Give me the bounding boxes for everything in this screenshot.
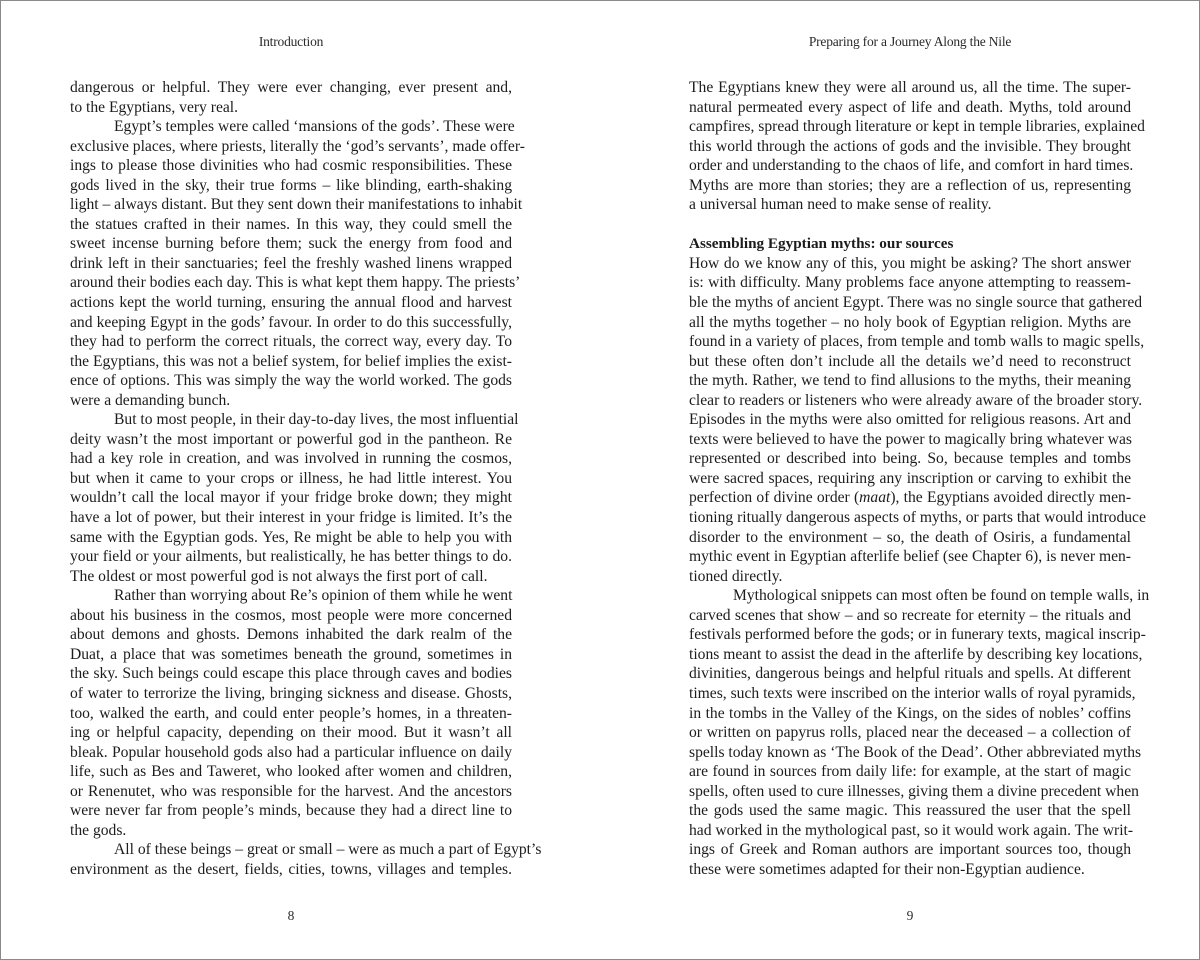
text-line: and keeping Egypt in the gods’ favour. In order to do this successfully, [70,313,512,331]
text-line: is: with difficulty. Many problems face anyone attempting to reassem- [689,274,1131,292]
text-line: ing or helpful capacity, depending on their mood. But it wasn’t all [70,724,512,742]
section-spacer [689,215,1131,235]
text-line: tioning ritually dangerous aspects of myths, or parts that would introduce [689,509,1146,527]
text-line: have a lot of power, but their interest in your fridge is limited. It’s the [70,509,512,527]
text-line: gods lived in the sky, their true forms – like blinding, earth-shaking [70,176,512,194]
text-line: about his business in the cosmos, most people were more concerned [70,606,512,624]
text-line: ble the myths of ancient Egypt. There was no single source that gathered [689,294,1143,312]
text-run: ), the Egyptians avoided directly men- [890,489,1132,507]
text-line: How do we know any of this, you might be asking? The short answer [689,254,1131,272]
text-line: the statues crafted in their names. In this way, they could smell the [70,215,512,233]
text-line: this world through the actions of gods and the invisible. They brought [689,137,1131,155]
text-line: were never far from people’s minds, because they had a direct line to [70,802,512,820]
text-line: had worked in the mythological past, so it would work again. The writ- [689,821,1134,839]
text-line: But to most people, in their day-to-day lives, the most influential [114,411,519,429]
text-line: the sky. Such beings could escape this place through caves and bodies [70,665,512,683]
text-line: drink left in their sanctuaries; feel the freshly washed linens wrapped [70,254,512,272]
text-line: represented or described into being. So, because temples and tombs [689,450,1131,468]
text-line: had a key role in creation, and was involved in running the cosmos, [70,450,512,468]
text-line: campfires, spread through literature or kept in temple libraries, explained [689,118,1145,136]
text-line: but when it came to your crops or illness, he had little interest. You [70,469,512,487]
text-line: light – always distant. But they sent down their manifestations to inhabit [70,196,523,214]
text-line: to the Egyptians, very real. [70,98,239,116]
text-line: the myth. Rather, we tend to find allusions to the myths, their meaning [689,372,1131,390]
text-line: The Egyptians knew they were all around us, all the time. The super- [689,79,1131,96]
section-heading: Assembling Egyptian myths: our sources [689,235,954,253]
text-line: Myths are more than stories; they are a reflection of us, representing [689,176,1131,194]
text-line: deity wasn’t the most important or powerful god in the pantheon. Re [70,430,512,448]
text-line: the gods. [70,821,127,839]
text-line: but these often don’t include all the details we’d need to reconstruct [689,352,1131,370]
text-line: ence of options. This was simply the way the world worked. The gods [70,372,512,390]
text-line: a universal human need to make sense of reality. [689,196,992,214]
text-line: the gods used the same magic. This reassured the user that the spell [689,802,1131,820]
left-page [70,1,542,959]
text-line: tions meant to assist the dead in the afterlife by describing key locations, [689,645,1143,663]
page-number-right: 9 [906,908,914,923]
text-line: of water to terrorize the living, bringing sickness and disease. Ghosts, [70,684,512,702]
text-line: ings to please those divinities who had cosmic responsibilities. These [70,157,512,175]
text-line: dangerous or helpful. They were ever changing, ever present and, [70,79,512,96]
text-line: Egypt’s temples were called ‘mansions of the gods’. These were [114,118,515,136]
text-line: order and understanding to the chaos of life, and comfort in hard times. [689,157,1134,175]
text-run: perfection of divine order ( [689,489,860,507]
text-line: were a demanding bunch. [70,391,231,409]
text-line: ings of Greek and Roman authors are important sources too, though [689,841,1131,859]
text-line: your field or your ailments, but realistically, he has better things to do. [70,548,512,566]
text-line: life, such as Bes and Taweret, who looked after women and children, [70,763,512,781]
text-line: all the myths together – no holy book of Egyptian religion. Myths are [689,313,1131,331]
text-line: actions kept the world turning, ensuring the annual flood and harvest [70,294,512,312]
text-line: clear to readers or listeners who were already aware of the broader story. [689,391,1143,409]
text-line: carved scenes that show – and so recreate for eternity – the rituals and [689,606,1131,624]
text-line: about demons and ghosts. Demons inhabited the dark realm of the [70,626,512,644]
text-line: tioned directly. [689,567,783,585]
text-line: Rather than worrying about Re’s opinion of them while he went [114,587,513,605]
text-line: in the tombs in the Valley of the Kings, on the sides of nobles’ coffins [689,704,1131,722]
text-line [689,488,1131,508]
text-line: were sacred spaces, requiring any inscription or carving to exhibit the [689,469,1131,487]
text-line: or written on papyrus rolls, placed near the deceased – a collection of [689,724,1131,742]
text-line: festivals performed before the gods; or in funerary texts, magical inscrip- [689,626,1146,644]
text-line: environment as the desert, fields, cities, towns, villages and temples. [70,860,512,878]
text-line: Episodes in the myths were also omitted for religious reasons. Art and [689,411,1131,429]
text-line: natural permeated every aspect of life and death. Myths, told around [689,98,1131,116]
text-line: texts were believed to have the power to magically bring whatever was [689,430,1132,448]
right-page [689,1,1150,959]
text-line: divinities, dangerous beings and helpful rituals and spells. At different [689,665,1131,683]
text-line: spells, often used to cure illnesses, giving them a divine precedent when [689,782,1139,800]
text-line: Mythological snippets can most often be found on temple walls, in [733,587,1150,605]
text-line: same with the Egyptian gods. Yes, Re might be able to help you with [70,528,512,546]
running-head-left: Introduction [258,34,324,49]
italic-term: maat [859,489,891,507]
text-line: All of these beings – great or small – were as much a part of Egypt’s [114,841,542,859]
text-line: times, such texts were inscribed on the interior walls of royal pyramids, [689,684,1136,702]
text-line: mythic event in Egyptian afterlife belief (see Chapter 6), is never men- [689,548,1131,566]
text-line: sweet incense burning before them; suck the energy from food and [70,235,512,253]
text-line: Duat, a place that was sometimes beneath the ground, sometimes in [70,645,512,663]
text-line: too, walked the earth, and could enter people’s homes, in a threaten- [70,704,512,722]
text-line: found in a variety of places, from temple and tomb walls to magic spells, [689,333,1145,351]
text-line: the Egyptians, this was not a belief system, for belief implies the exist- [70,352,512,370]
text-line: around their bodies each day. This is what kept them happy. The priests’ [70,274,521,292]
text-line: spells today known as ‘The Book of the Dead’. Other abbreviated myths [689,743,1142,761]
running-head-right: Preparing for a Journey Along the Nile [808,34,1012,49]
text-line: The oldest or most powerful god is not always the first port of call. [70,567,488,585]
text-line: bleak. Popular household gods also had a particular influence on daily [70,743,512,761]
right-page-body [689,78,1150,879]
text-line: they had to perform the correct rituals, the correct way, every day. To [70,333,512,351]
text-line: disorder to the environment – so, the death of Osiris, a fundamental [689,528,1131,546]
left-page-body [70,78,542,879]
page-number-left: 8 [287,908,295,923]
text-line: are found in sources from daily life: for example, at the start of magic [689,763,1131,781]
text-line: wouldn’t call the local mayor if your fridge broke down; they might [70,489,512,507]
text-line: these were sometimes adapted for their non-Egyptian audience. [689,860,1085,878]
text-line: exclusive places, where priests, literally the ‘god’s servants’, made offer- [70,137,525,155]
text-line: or Renenutet, who was responsible for the harvest. And the ancestors [70,782,512,800]
